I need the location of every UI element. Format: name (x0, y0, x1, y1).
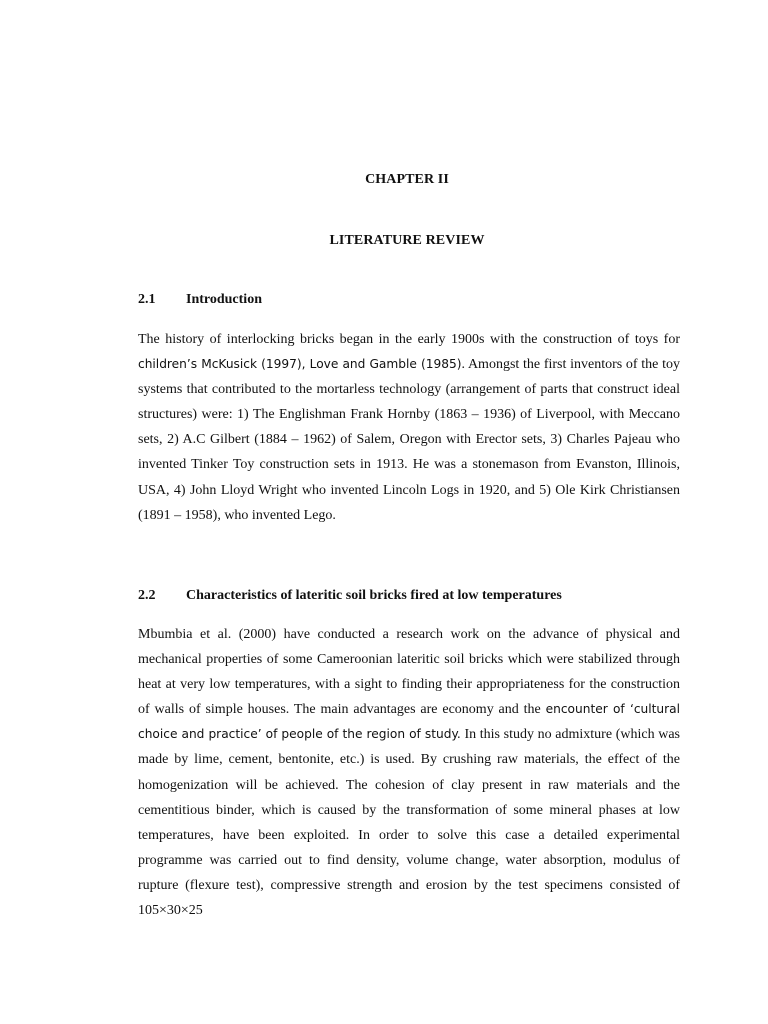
section-title: Characteristics of lateritic soil bricks fired at low temperatures (186, 588, 562, 603)
paragraph-text: In this study no admixture (which was made by lime, cement, bentonite, etc.) is used. By crushing raw materials, the effect of the homogenization will be achieved. The cohesion of clay present in raw materials and the cementitious binder, which is caused by the transformation of some mineral phases at low temperatures, have been exploited. In order to solve this case a detailed experimental programme was carried out to find density, volume change, water absorption, modulus of rupture (flexure test), compressive strength and erosion by the test specimens consisted of 105×30×25 (138, 727, 680, 919)
quoted-text: encounter of ‘cultural choice and practice’ of people of the region of study. (138, 702, 680, 742)
chapter-label: CHAPTER II (365, 172, 449, 187)
section-title: Introduction (186, 292, 262, 307)
characteristics-paragraph (138, 622, 680, 923)
section-number: 2.1 (138, 292, 156, 307)
paragraph-text: The history of interlocking bricks began in the early 1900s with the construction of toys for (138, 332, 680, 347)
section-heading-characteristics (138, 588, 562, 604)
introduction-paragraph (138, 327, 680, 528)
paragraph-text: Mbumbia et al. (2000) have conducted a research work on the advance of physical and mechanical properties of some Cameroonian lateritic soil bricks which were stabilized through heat at very low temperatures, with a sight to finding their appropriateness for the construction of walls of simple houses. The main advantages are economy and the (138, 627, 680, 718)
section-number: 2.2 (138, 588, 156, 603)
citation-text: children’s McKusick (1997), Love and Gamble (1985) (138, 357, 462, 372)
chapter-title: LITERATURE REVIEW (329, 233, 485, 248)
paragraph-text: . Amongst the first inventors of the toy systems that contributed to the mortarless technology (arrangement of parts that construct ideal structures) were: 1) The Englishman Frank Hornby (1863 – 1936) of Liverpool, with Meccano sets, 2) A.C Gilbert (1884 – 1962) of Salem, Oregon with Erector sets, 3) Charles Pajeau who invented Tinker Toy construction sets in 1913. He was a stonemason from Evanston, Illinois, USA, 4) John Lloyd Wright who invented Lincoln Logs in 1920, and 5) Ole Kirk Christiansen (1891 – 1958), who invented Lego. (138, 357, 680, 523)
section-heading-introduction (138, 292, 262, 308)
